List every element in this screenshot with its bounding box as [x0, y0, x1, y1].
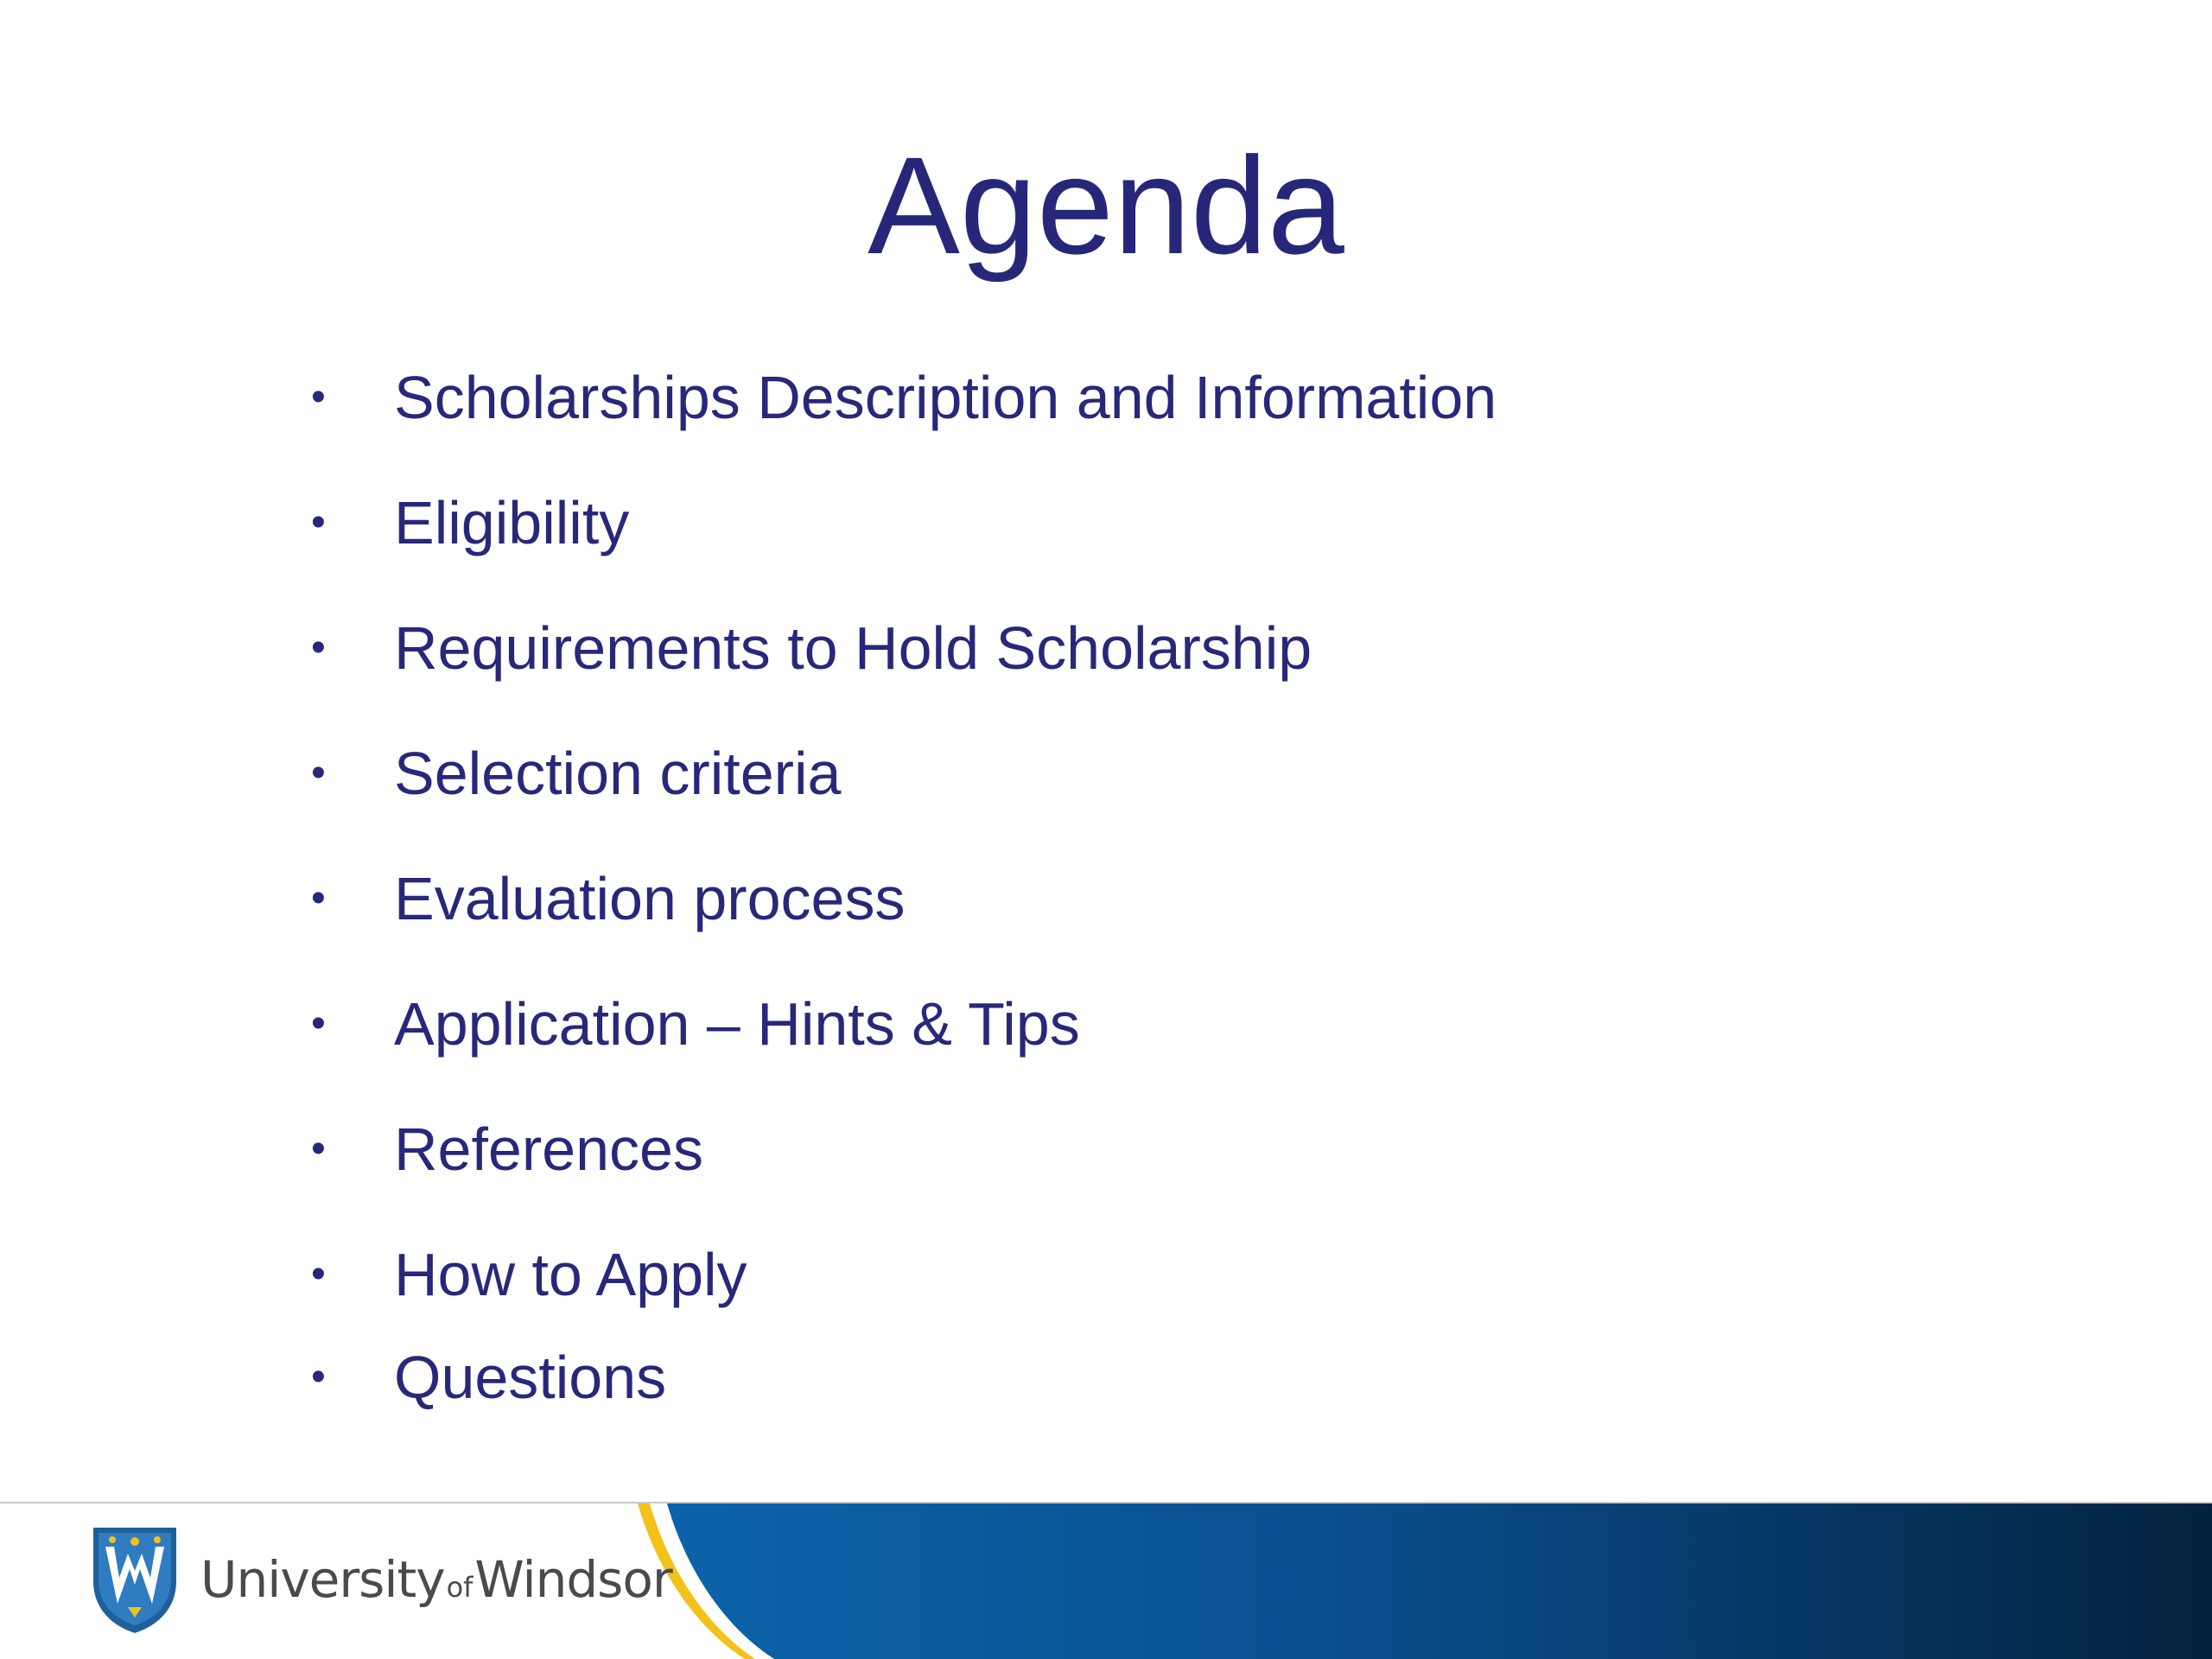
wordmark-university: University — [200, 1550, 445, 1609]
bullet-icon: • — [311, 499, 326, 545]
bullet-icon: • — [311, 625, 326, 671]
bullet-icon: • — [311, 1251, 326, 1297]
agenda-item — [304, 356, 1497, 439]
agenda-item — [304, 481, 629, 564]
agenda-item — [304, 857, 905, 940]
agenda-item-label: Eligibility — [394, 489, 630, 556]
bullet-icon: • — [311, 374, 326, 420]
wordmark-windsor: Windsor — [474, 1550, 672, 1609]
university-crest-icon — [86, 1521, 183, 1638]
bullet-icon: • — [311, 875, 326, 921]
agenda-item-label: Selection criteria — [394, 740, 842, 807]
wordmark-of: of — [446, 1571, 474, 1604]
agenda-item — [304, 1108, 703, 1191]
agenda-item — [304, 1233, 747, 1316]
university-logo — [86, 1519, 672, 1640]
agenda-item-label: Evaluation process — [394, 865, 906, 932]
bullet-icon: • — [311, 750, 326, 796]
blue-band — [667, 1503, 2212, 1659]
agenda-item-label: References — [394, 1116, 703, 1183]
bullet-icon: • — [311, 1354, 326, 1400]
agenda-item-label: Application – Hints & Tips — [394, 990, 1080, 1058]
agenda-item — [304, 982, 1080, 1065]
bullet-icon: • — [311, 1126, 326, 1172]
agenda-item-label: How to Apply — [394, 1241, 747, 1308]
agenda-item-label: Scholarships Description and Information — [394, 364, 1497, 431]
university-wordmark — [200, 1550, 672, 1609]
agenda-item-label: Requirements to Hold Scholarship — [394, 614, 1313, 682]
agenda-item — [304, 732, 841, 815]
agenda-item-label: Questions — [394, 1344, 667, 1411]
agenda-item — [304, 1336, 666, 1419]
agenda-item — [304, 607, 1312, 690]
slide-title: Agenda — [868, 128, 1344, 283]
bullet-icon: • — [311, 1001, 326, 1046]
